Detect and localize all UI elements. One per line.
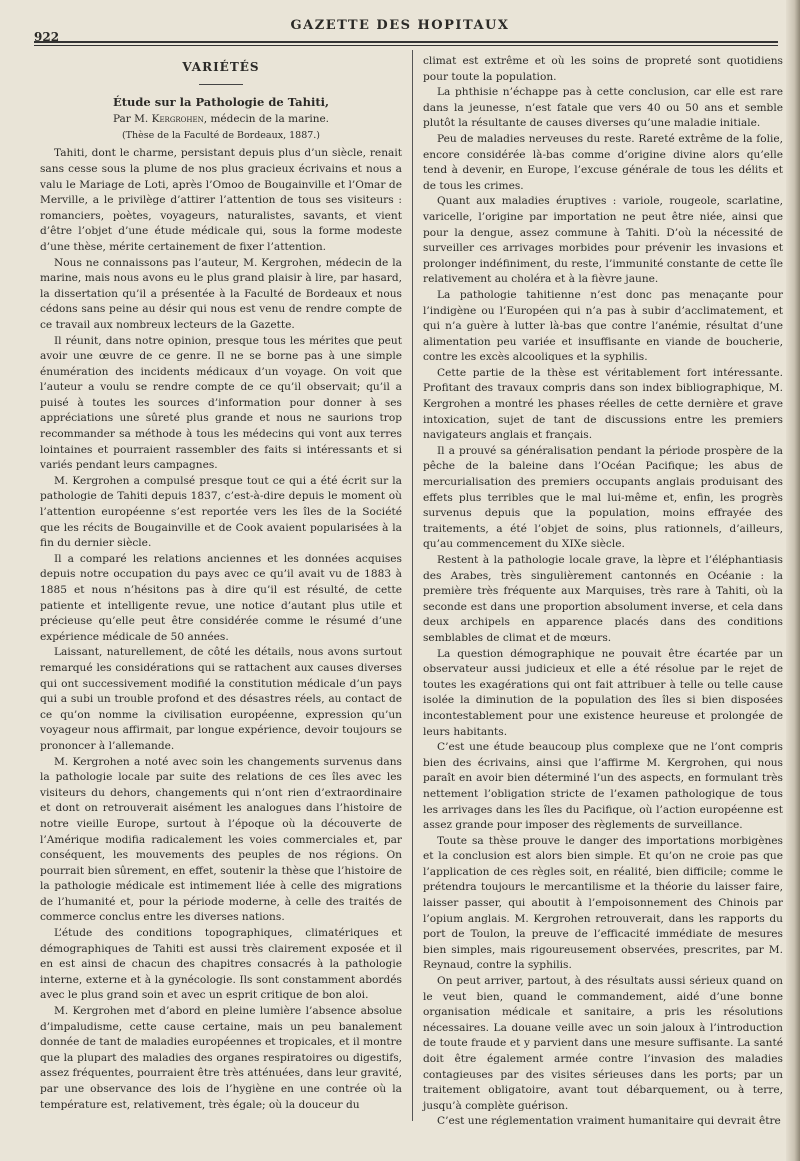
- page-spine-shadow: [786, 0, 800, 1161]
- paragraph: Il a prouvé sa généralisation pendant la période prospère de la pêche de la baleine dans l’Océan Pacifique; les abus de mercurialisation des premiers occupants anglais produisant des effets plus terribles que le mal lui-même et, enfin, les progrès survenus depuis que la population, moins effrayée des traitements, a été l’objet de soins, plus rationnels, d’ailleurs, qu’au commencement du XIXe siècle.: [423, 444, 783, 551]
- paragraph: La phthisie n’échappe pas à cette conclusion, car elle est rare dans la jeunesse, n’est fatale que vers 40 ou 50 ans et semble plutôt la résultante de causes diverses qu’une maladie initiale.: [423, 86, 783, 130]
- article-title: Étude sur la Pathologie de Tahiti,: [112, 94, 330, 109]
- section-rule: [199, 84, 243, 85]
- right-column-body: [423, 54, 783, 1130]
- paragraph: Il a comparé les relations anciennes et les données acquises depuis notre occupation du pays avec ce qu’il avait vu de 1883 à 1885 et nous n’hésitons pas à dire qu’il est résulté, de cette patiente et intelligente revue, une notice d’autant plus utile et précieuse qu’elle peut être considérée comme le résumé d’une expérience médicale de 50 années.: [40, 552, 402, 643]
- byline-prefix: Par M.: [112, 113, 152, 126]
- paragraph: M. Kergrohen met d’abord en pleine lumière l’absence absolue d’impaludisme, cette cause certaine, mais un peu banalement donnée de tant de maladies européennes et tropicales, et il montre que la plupart des maladies des organes respiratoires ou digestifs, assez fréquentes, pourraient être très atténuées, dans leur gravité, par une observance des lois de l’hygiène en une contrée où la température est, relativement, très égale; où la douceur du: [40, 1005, 402, 1111]
- paragraph: C’est une étude beaucoup plus complexe que ne l’ont compris bien des écrivains, ainsi que l’affirme M. Kergrohen, qui nous paraît en avoir bien déterminé l’un des aspects, en formulant très nettement l’obligation stricte de l’examen pathologique de tous les arrivages dans les îles du Pacifique, où l’action européenne est assez grande pour imposer des règlements de surveillance.: [423, 741, 783, 832]
- paragraph: C’est une réglementation vraiment humanitaire qui devrait être: [437, 1115, 781, 1128]
- paragraph: Cette partie de la thèse est véritablement fort intéressante. Profitant des travaux compris dans son index bibliographique, M. Kergrohen a montré les phases réelles de cette dernière et grave intoxication, sujet de tant de discussions entre les premiers navigateurs anglais et français.: [423, 366, 783, 442]
- paragraph: M. Kergrohen a noté avec soin les changements survenus dans la pathologie locale par suite des relations de ces îles avec les visiteurs du dehors, changements qui n’ont rien d’extraordinaire et dont on retrouverait aisément les analogues dans l’histoire de notre vieille Europe, surtout à l’époque où la découverte de l’Amérique modifia radicalement les voies commerciales et, par conséquent, les mouvements des peuples de nos régions. On pourrait bien sûrement, en effet, soutenir la thèse que l’histoire de la pathologie médicale est intimement liée à celle des migrations de l’humanité et, pour la période moderne, à celle des traités de commerce conclus entre les diverses nations.: [40, 755, 402, 924]
- paragraph: On peut arriver, partout, à des résultats aussi sérieux quand on le veut bien, quand le commandement, aidé d’une bonne organisation médicale et sanitaire, a pris les résolutions nécessaires. La douane veille avec un soin jaloux à l’introduction de toute fraude et y parvient dans une mesure suffisante. La santé doit être également armée contre l’invasion des maladies contagieuses par des visites sérieuses dans les ports; par un traitement obligatoire, avant tout débarquement, ou à terre, jusqu’à complète guérison.: [423, 975, 783, 1112]
- paragraph: climat est extrême et où les soins de propreté sont quotidiens pour toute la population.: [423, 55, 783, 83]
- author-name: Kergrohen: [151, 113, 204, 126]
- article-byline: [40, 112, 402, 128]
- header-rule-thin: [34, 45, 778, 46]
- paragraph: Laissant, naturellement, de côté les détails, nous avons surtout remarqué les considérations qui se rattachent aux causes diverses qui ont successivement modifié la constitution médicale d’un pays qui a subi un trouble profond et des désastres réels, au contact de ce qu’on nomme la civilisation européenne, expression qu’un voyageur nous affirmait, par longue expérience, devoir toujours se prononcer à l’allemande.: [40, 646, 402, 752]
- running-title: GAZETTE DES HOPITAUX: [290, 18, 510, 33]
- page-number: 922: [34, 30, 60, 44]
- byline-suffix: , médecin de la marine.: [203, 113, 330, 126]
- left-column-body: [40, 146, 402, 1113]
- paragraph: Quant aux maladies éruptives : variole, rougeole, scarlatine, varicelle, l’origine par importation ne peut être niée, ainsi que pour la dengue, assez commune à Tahiti. D’où la nécessité de surveiller ces arrivages morbides pour prévenir les invasions et prolonger indéfiniment, du reste, l’immunité constante de cette île relativement au choléra et à la fièvre jaune.: [423, 195, 783, 286]
- paragraph: Restent à la pathologie locale grave, la lèpre et l’éléphantiasis des Arabes, très singulièrement cantonnés en Océanie : la première très fréquente aux Marquises, très rare à Tahiti, où la seconde est dans une proportion absolument inverse, et cela dans deux archipels en apparence placés dans des conditions semblables de climat et de mœurs.: [423, 554, 783, 644]
- paragraph: Il réunit, dans notre opinion, presque tous les mérites que peut avoir une œuvre de ce genre. Il ne se borne pas à une simple énumération des incidents médicaux d’un voyage. On voit que l’auteur a voulu se rendre compte de ce qu’il observait; qu’il a puisé à toutes les sources d’information pour donner à ses appréciations une sûreté plus grande et nous ne saurions trop recommander sa méthode à tous les médecins qui vont aux terres lointaines et pourraient rassembler des faits si intéressants et si variés pendant leurs campagnes.: [40, 334, 402, 472]
- paragraph: Peu de maladies nerveuses du reste. Rareté extrême de la folie, encore considérée là-bas comme d’origine divine alors qu’elle tend à devenir, en Europe, l’excuse générale de tous les délits et de tous les crimes.: [423, 132, 783, 192]
- paragraph: La pathologie tahitienne n’est donc pas menaçante pour l’indigène ou l’Européen qui n’a pas à subir d’acclimatement, et qui n’a guère à lutter là-bas que contre l’anémie, résultat d’une alimentation peu variée et insuffisante en viande de boucherie, contre les excès alcooliques et la syphilis.: [423, 288, 783, 364]
- thesis-note: (Thèse de la Faculté de Bordeaux, 1887.): [121, 129, 321, 141]
- paragraph: Tahiti, dont le charme, persistant depuis plus d’un siècle, renait sans cesse sous la plume de nos plus gracieux écrivains et nous a valu le Mariage de Loti, après l’Omoo de Bougainville et l’Omar de Merville, a le privilège d’attirer l’attention de tous ses visiteurs : romanciers, poètes, voyageurs, naturalistes, savants, et vient d’être l’objet d’une étude médicale qui, sous la forme modeste d’une thèse, mérite certainement de fixer l’attention.: [40, 147, 402, 253]
- right-column: [423, 54, 783, 1130]
- paragraph: Nous ne connaissons pas l’auteur, M. Kergrohen, médecin de la marine, mais nous avons eu le plus grand plaisir à lire, par hasard, la dissertation qu’il a présentée à la Faculté de Bordeaux et nous cédons sans peine au désir qui nous est venu de rendre compte de ce travail aux nombreux lecteurs de la Gazette.: [40, 256, 402, 331]
- paragraph: M. Kergrohen a compulsé presque tout ce qui a été écrit sur la pathologie de Tahiti depuis 1837, c’est-à-dire depuis le moment où l’attention européenne s’est reportée vers les îles de la Société que les récits de Bougainville et de Cook avaient popularisées à la fin du dernier siècle.: [40, 474, 402, 550]
- paragraph: L’étude des conditions topographiques, climatériques et démographiques de Tahiti est aussi très clairement exposée et il en est ainsi de chacun des chapitres consacrés à la pathologie interne, externe et à la gynécologie. Ils sont constamment abordés avec le plus grand soin et avec un esprit critique de bon aloi.: [40, 927, 402, 1002]
- column-divider: [412, 50, 413, 1121]
- paragraph: La question démographique ne pouvait être écartée par un observateur aussi judicieux et elle a été résolue par le rejet de toutes les exagérations qui ont fait attribuer à telle ou telle cause isolée la diminution de la population des îles si bien disposées incontestablement pour une existence heureuse et prolongée de leurs habitants.: [423, 647, 783, 738]
- header-rule: [34, 41, 778, 43]
- section-heading: VARIÉTÉS: [182, 60, 260, 74]
- paragraph: Toute sa thèse prouve le danger des importations morbigènes et la conclusion est alors bien simple. Et qu’on ne croie pas que l’application de ces règles soit, en réalité, bien difficile; comme le prétendra toujours le mercantilisme et la théorie du laisser faire, laisser passer, qui aboutit à l’empoisonnement des Chinois par l’opium anglais. M. Kergrohen retrouverait, dans les rapports du port de Toulon, la preuve de l’efficacité immédiate de mesures bien simples, mais rigoureusement observées, prescrites, par M. Reynaud, contre la syphilis.: [423, 834, 783, 972]
- left-column: [40, 54, 402, 1113]
